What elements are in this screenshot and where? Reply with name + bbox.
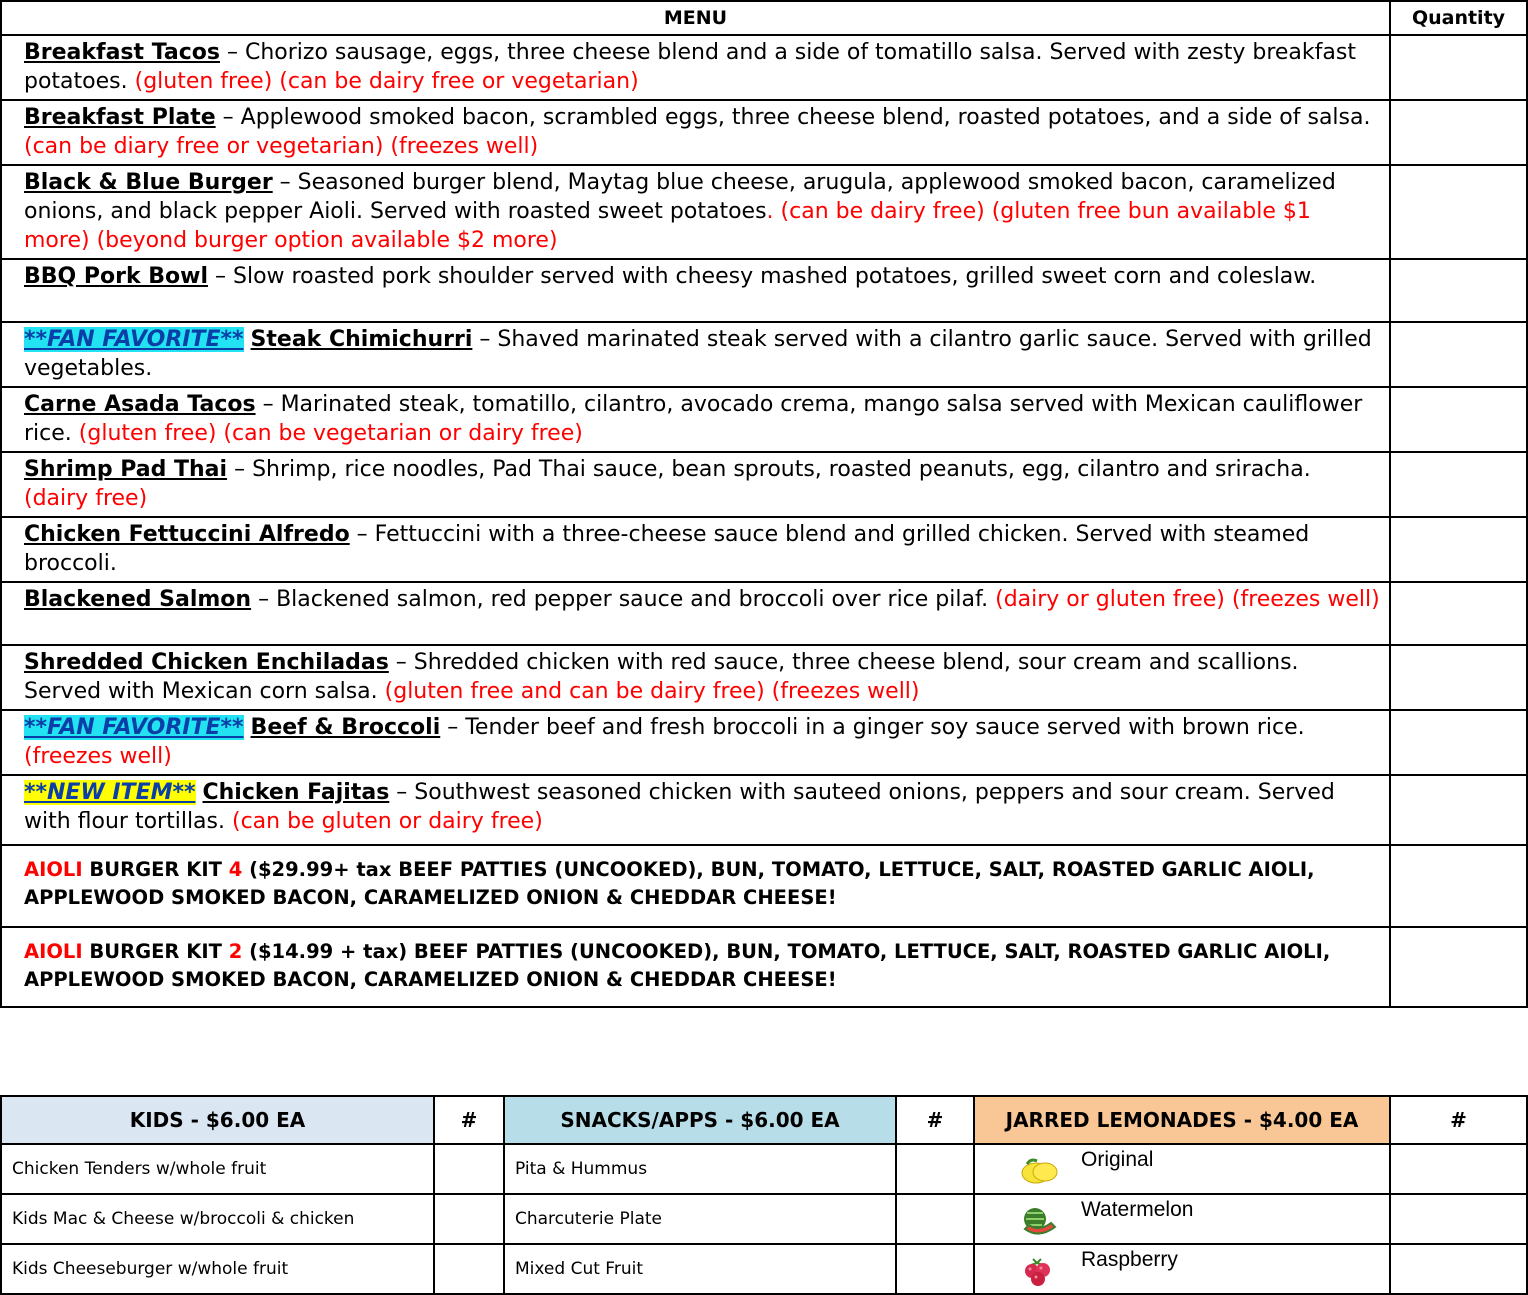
menu-header: MENU — [1, 1, 1390, 35]
menu-item — [1, 710, 1390, 775]
lemonade-flavor: Watermelon — [1081, 1198, 1194, 1221]
kids-item: Kids Cheeseburger w/whole fruit — [1, 1244, 434, 1294]
item-desc: – Marinated steak, tomatillo, cilantro, avocado crema, mango salsa served with Mexican cauliflower rice. — [24, 392, 1363, 446]
kit-label: BURGER KIT — [82, 858, 229, 881]
menu-item — [1, 775, 1390, 845]
extras-header-row — [1, 1096, 1527, 1144]
burger-kit — [1, 927, 1390, 1007]
quantity-cell[interactable] — [1390, 645, 1527, 710]
lemonade-item — [974, 1144, 1390, 1194]
menu-item-row — [1, 35, 1527, 100]
item-name: BBQ Pork Bowl — [24, 264, 209, 289]
quantity-cell[interactable] — [1390, 100, 1527, 165]
item-name: Shredded Chicken Enchiladas — [24, 650, 389, 675]
new-item-badge: **NEW ITEM** — [24, 780, 196, 805]
item-notes: (gluten free) (can be dairy free or vegetarian) — [134, 69, 639, 94]
kit-desc: ($14.99 + tax) BEEF PATTIES (UNCOOKED), BUN, TOMATO, LETTUCE, SALT, ROASTED GARLIC AIOLI, APPLEWOOD SMOKED BACON, CARAMELIZED ONION & CHEDDAR CHEESE! — [24, 940, 1331, 991]
menu-item-row — [1, 259, 1527, 322]
menu-item-row — [1, 452, 1527, 517]
item-desc: – Applewood smoked bacon, scrambled eggs, three cheese blend, roasted potatoes, and a side of salsa. — [215, 105, 1371, 130]
snack-count-cell[interactable] — [896, 1144, 974, 1194]
item-name: Breakfast Tacos — [24, 40, 220, 65]
menu-item-row — [1, 710, 1527, 775]
extras-row — [1, 1244, 1527, 1294]
item-notes: (dairy free) — [24, 486, 148, 511]
raspberry-icon — [1019, 1255, 1059, 1287]
lemonade-flavor: Raspberry — [1081, 1248, 1178, 1271]
menu-item — [1, 35, 1390, 100]
item-desc: – Fettuccini with a three-cheese sauce blend and grilled chicken. Served with steamed broccoli. — [24, 522, 1310, 576]
snack-item: Pita & Hummus — [504, 1144, 896, 1194]
item-name: Black & Blue Burger — [24, 170, 273, 195]
item-notes: (freezes well) — [24, 744, 172, 769]
menu-item — [1, 100, 1390, 165]
lemonade-flavor: Original — [1081, 1148, 1154, 1171]
item-name: Chicken Fajitas — [202, 780, 390, 805]
menu-item-row — [1, 582, 1527, 645]
kids-count-cell[interactable] — [434, 1144, 504, 1194]
item-name: Shrimp Pad Thai — [24, 457, 228, 482]
burger-kit — [1, 845, 1390, 927]
snacks-header: SNACKS/APPS - $6.00 EA — [504, 1096, 896, 1144]
item-name: Blackened Salmon — [24, 587, 252, 612]
item-desc: – Blackened salmon, red pepper sauce and broccoli over rice pilaf. — [251, 587, 996, 612]
kit-aioli: AIOLI — [24, 940, 83, 963]
kids-count-header: # — [434, 1096, 504, 1144]
kit-label: BURGER KIT — [82, 940, 229, 963]
quantity-cell[interactable] — [1390, 165, 1527, 259]
item-desc: – Tender beef and fresh broccoli in a ginger soy sauce served with brown rice. — [440, 715, 1305, 740]
quantity-cell[interactable] — [1390, 259, 1527, 322]
quantity-cell[interactable] — [1390, 582, 1527, 645]
item-notes: (dairy or gluten free) (freezes well) — [995, 587, 1380, 612]
menu-item-row — [1, 100, 1527, 165]
lemonade-count-cell[interactable] — [1390, 1144, 1527, 1194]
kids-header: KIDS - $6.00 EA — [1, 1096, 434, 1144]
quantity-cell[interactable] — [1390, 710, 1527, 775]
menu-header-row — [1, 1, 1527, 35]
extras-table — [0, 1095, 1528, 1295]
menu-item — [1, 645, 1390, 710]
quantity-cell[interactable] — [1390, 452, 1527, 517]
quantity-cell[interactable] — [1390, 845, 1527, 927]
menu-item — [1, 259, 1390, 322]
item-name: Chicken Fettuccini Alfredo — [24, 522, 350, 547]
item-name: Steak Chimichurri — [250, 327, 473, 352]
item-desc: – Chorizo sausage, eggs, three cheese blend and a side of tomatillo salsa. Served with zesty breakfast potatoes. — [24, 40, 1356, 94]
quantity-cell[interactable] — [1390, 387, 1527, 452]
watermelon-icon — [1019, 1205, 1059, 1237]
item-desc: – Shredded chicken with red sauce, three cheese blend, sour cream and scallions. Served with Mexican corn salsa. — [24, 650, 1299, 704]
kids-count-cell[interactable] — [434, 1194, 504, 1244]
quantity-header: Quantity — [1390, 1, 1527, 35]
kit-count: 2 — [228, 940, 243, 963]
item-desc: – Shrimp, rice noodles, Pad Thai sauce, bean sprouts, roasted peanuts, egg, cilantro and sriracha. — [227, 457, 1311, 482]
lemonade-item — [974, 1194, 1390, 1244]
kids-count-cell[interactable] — [434, 1244, 504, 1294]
snacks-count-header: # — [896, 1096, 974, 1144]
item-desc: – Shaved marinated steak served with a cilantro garlic sauce. Served with grilled vegetables. — [24, 327, 1372, 381]
quantity-cell[interactable] — [1390, 322, 1527, 387]
kids-item: Kids Mac & Cheese w/broccoli & chicken — [1, 1194, 434, 1244]
fan-favorite-badge: **FAN FAVORITE** — [24, 715, 244, 740]
item-name: Beef & Broccoli — [250, 715, 441, 740]
lemonades-header: JARRED LEMONADES - $4.00 EA — [974, 1096, 1390, 1144]
item-notes: (can be diary free or vegetarian) (freezes well) — [24, 134, 539, 159]
menu-item — [1, 165, 1390, 259]
burger-kit-row — [1, 845, 1527, 927]
lemonade-count-cell[interactable] — [1390, 1194, 1527, 1244]
menu-item-row — [1, 322, 1527, 387]
menu-item — [1, 322, 1390, 387]
item-notes: (gluten free) (can be vegetarian or dairy free) — [78, 421, 583, 446]
lemon-icon — [1019, 1155, 1059, 1187]
lemonade-item — [974, 1244, 1390, 1294]
menu-item-row — [1, 645, 1527, 710]
menu-item-row — [1, 165, 1527, 259]
menu-item-row — [1, 387, 1527, 452]
item-desc: – Seasoned burger blend, Maytag blue cheese, arugula, applewood smoked bacon, caramelized onions, and black pepper Aioli. Served with roasted sweet potatoes — [24, 170, 1336, 224]
kit-aioli: AIOLI — [24, 858, 83, 881]
item-desc: – Slow roasted pork shoulder served with cheesy mashed potatoes, grilled sweet corn and coleslaw. — [208, 264, 1317, 289]
item-name: Carne Asada Tacos — [24, 392, 256, 417]
item-desc: – Southwest seasoned chicken with sauteed onions, peppers and sour cream. Served with flour tortillas. — [24, 780, 1335, 834]
lemonade-count-cell[interactable] — [1390, 1244, 1527, 1294]
quantity-cell[interactable] — [1390, 517, 1527, 582]
item-notes: . (can be dairy free) (gluten free bun available $1 more) (beyond burger option available $2 more) — [24, 199, 1311, 253]
lemonades-count-header: # — [1390, 1096, 1527, 1144]
menu-item-row — [1, 775, 1527, 845]
kit-count: 4 — [228, 858, 243, 881]
snack-item: Mixed Cut Fruit — [504, 1244, 896, 1294]
kit-desc: ($29.99+ tax BEEF PATTIES (UNCOOKED), BUN, TOMATO, LETTUCE, SALT, ROASTED GARLIC AIOLI, APPLEWOOD SMOKED BACON, CARAMELIZED ONION & CHEDDAR CHEESE! — [24, 858, 1315, 909]
kids-item: Chicken Tenders w/whole fruit — [1, 1144, 434, 1194]
menu-item — [1, 517, 1390, 582]
quantity-cell[interactable] — [1390, 927, 1527, 1007]
menu-item-row — [1, 517, 1527, 582]
extras-row — [1, 1144, 1527, 1194]
quantity-cell[interactable] — [1390, 35, 1527, 100]
snack-count-cell[interactable] — [896, 1244, 974, 1294]
snack-count-cell[interactable] — [896, 1194, 974, 1244]
snack-item: Charcuterie Plate — [504, 1194, 896, 1244]
menu-item — [1, 582, 1390, 645]
quantity-cell[interactable] — [1390, 775, 1527, 845]
fan-favorite-badge: **FAN FAVORITE** — [24, 327, 244, 352]
burger-kit-row — [1, 927, 1527, 1007]
item-name: Breakfast Plate — [24, 105, 216, 130]
extras-row — [1, 1194, 1527, 1244]
item-notes: (can be gluten or dairy free) — [232, 809, 543, 834]
menu-item — [1, 387, 1390, 452]
menu-item — [1, 452, 1390, 517]
item-notes: (gluten free and can be dairy free) (freezes well) — [384, 679, 920, 704]
